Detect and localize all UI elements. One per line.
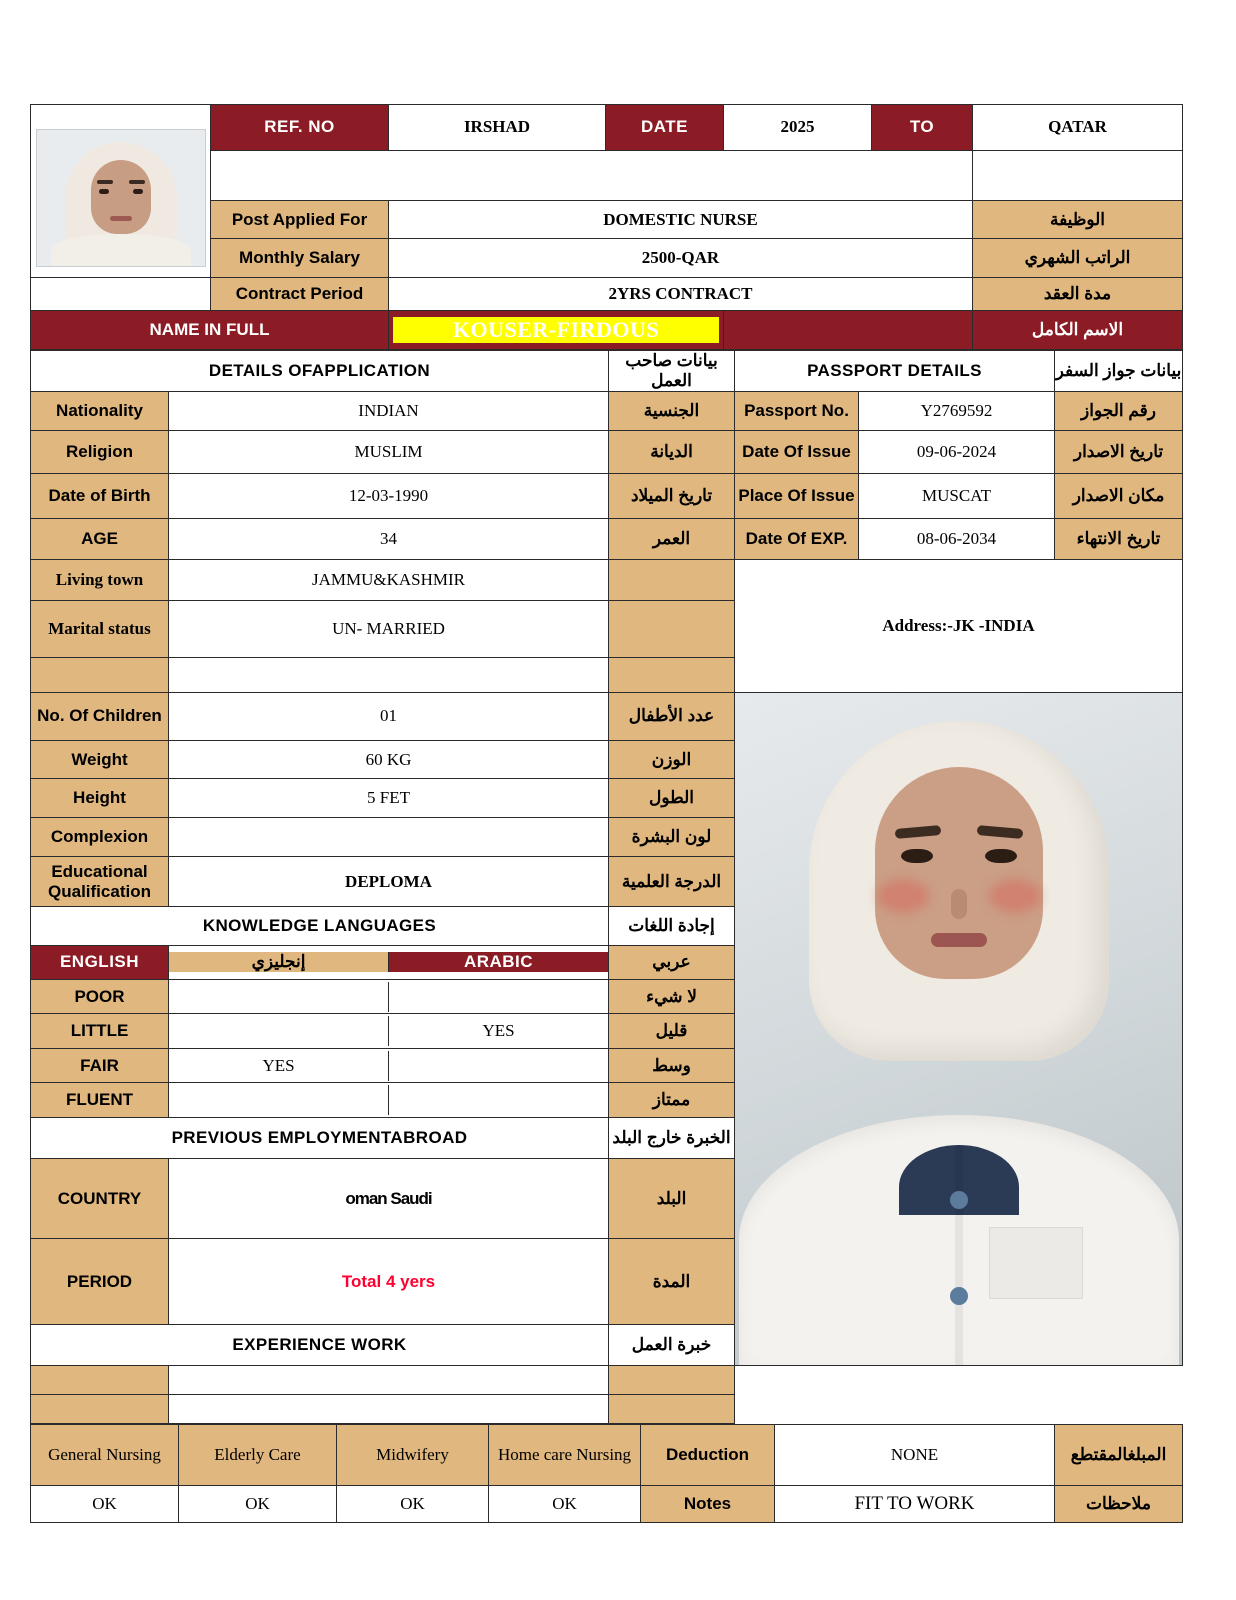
language-level-fair-ar: وسط [609, 1048, 735, 1082]
language-arabic-label: ARABIC [389, 952, 609, 972]
language-level-poor-ar: لا شيء [609, 980, 735, 1014]
marital-status-label: Marital status [31, 601, 169, 658]
place-of-issue-label: Place Of Issue [735, 474, 859, 519]
date-of-issue-label-ar: تاريخ الاصدار [1055, 431, 1183, 474]
date-of-exp-label: Date Of EXP. [735, 519, 859, 560]
religion-label-ar: الديانة [609, 431, 735, 474]
header-spacer [211, 150, 973, 200]
header-spacer-right [973, 150, 1183, 200]
empty-label [31, 658, 169, 693]
fluent-arabic-value [389, 1085, 609, 1115]
height-label: Height [31, 779, 169, 818]
education-label-ar: الدرجة العلمية [609, 857, 735, 907]
period-label: PERIOD [31, 1239, 169, 1324]
marital-status-label-ar [609, 601, 735, 658]
to-label: TO [872, 105, 973, 151]
place-of-issue-label-ar: مكان الاصدار [1055, 474, 1183, 519]
monthly-salary-label-ar: الراتب الشهري [973, 239, 1183, 278]
passport-no-label: Passport No. [735, 392, 859, 431]
experience-row-2-ar [609, 1395, 735, 1424]
name-in-full-value: KOUSER-FIRDOUS [393, 317, 719, 343]
experience-work-title-ar: خبرة العمل [609, 1324, 735, 1365]
monthly-salary-value: 2500-QAR [389, 239, 973, 278]
deduction-label: Deduction [641, 1425, 775, 1486]
date-of-birth-label-ar: تاريخ الميلاد [609, 474, 735, 519]
previous-employment-title: PREVIOUS EMPLOYMENTABROAD [31, 1117, 609, 1158]
height-value: 5 FET [169, 779, 609, 818]
nationality-label-ar: الجنسية [609, 392, 735, 431]
name-in-full-label-ar: الاسم الكامل [973, 311, 1183, 350]
date-label: DATE [606, 105, 724, 151]
little-arabic-value: YES [389, 1016, 609, 1046]
post-applied-label: Post Applied For [211, 200, 389, 239]
poor-english-value [169, 982, 389, 1012]
complexion-label: Complexion [31, 818, 169, 857]
living-town-label-ar [609, 560, 735, 601]
date-of-exp-label-ar: تاريخ الانتهاء [1055, 519, 1183, 560]
place-of-issue-value: MUSCAT [859, 474, 1055, 519]
skill-midwifery: Midwifery [337, 1425, 489, 1486]
children-value: 01 [169, 693, 609, 741]
language-level-fair: FAIR [31, 1048, 169, 1082]
details-section-title: DETAILS OFAPPLICATION [31, 351, 609, 392]
body-table [30, 350, 1183, 1424]
contract-period-label: Contract Period [211, 278, 389, 311]
empty-value [169, 658, 609, 693]
date-of-exp-value: 08-06-2034 [859, 519, 1055, 560]
poor-arabic-value [389, 982, 609, 1012]
passport-no-label-ar: رقم الجواز [1055, 392, 1183, 431]
languages-section-title-ar: إجادة اللغات [609, 906, 735, 945]
ref-no-label: REF. NO [211, 105, 389, 151]
name-in-full-label: NAME IN FULL [31, 311, 389, 350]
skill-status-midwifery: OK [337, 1486, 489, 1523]
language-level-fluent-ar: ممتاز [609, 1083, 735, 1117]
language-level-little-ar: قليل [609, 1014, 735, 1048]
passport-section-title-ar: بيانات جواز السفر [1055, 351, 1183, 392]
religion-value: MUSLIM [169, 431, 609, 474]
previous-employment-title-ar: الخبرة خارج البلد [609, 1117, 735, 1158]
date-of-issue-label: Date Of Issue [735, 431, 859, 474]
post-applied-value: DOMESTIC NURSE [389, 200, 973, 239]
language-arabic-label-ar: عربي [609, 945, 735, 979]
passport-section-title: PASSPORT DETAILS [735, 351, 1055, 392]
post-applied-label-ar: الوظيفة [973, 200, 1183, 239]
skill-status-elderly-care: OK [179, 1486, 337, 1523]
empty-label-ar [609, 658, 735, 693]
applicant-main-photo [735, 693, 1183, 1366]
details-section-title-ar: بيانات صاحب العمل [609, 351, 735, 392]
height-label-ar: الطول [609, 779, 735, 818]
fair-english-value: YES [169, 1051, 389, 1081]
footer-table [30, 1424, 1183, 1523]
country-label-ar: البلد [609, 1158, 735, 1239]
fluent-english-value [169, 1085, 389, 1115]
period-value: Total 4 yers [169, 1239, 609, 1324]
language-english-label-ar: إنجليزي [169, 952, 389, 972]
weight-label: Weight [31, 740, 169, 779]
to-value: QATAR [973, 105, 1183, 151]
experience-work-title: EXPERIENCE WORK [31, 1324, 609, 1365]
fair-arabic-value [389, 1051, 609, 1081]
nationality-label: Nationality [31, 392, 169, 431]
skill-home-care-nursing: Home care Nursing [489, 1425, 641, 1486]
language-level-poor: POOR [31, 980, 169, 1014]
children-label-ar: عدد الأطفال [609, 693, 735, 741]
age-value: 34 [169, 519, 609, 560]
ref-no-value: IRSHAD [389, 105, 606, 151]
skill-status-home-care-nursing: OK [489, 1486, 641, 1523]
living-town-label: Living town [31, 560, 169, 601]
language-level-little: LITTLE [31, 1014, 169, 1048]
complexion-value [169, 818, 609, 857]
contract-period-label-ar: مدة العقد [973, 278, 1183, 311]
passport-no-value: Y2769592 [859, 392, 1055, 431]
living-town-value: JAMMU&KASHMIR [169, 560, 609, 601]
notes-label-ar: ملاحظات [1055, 1486, 1183, 1523]
country-value: oman Saudi [169, 1158, 609, 1239]
weight-value: 60 KG [169, 740, 609, 779]
application-form [30, 104, 1182, 1523]
deduction-label-ar: المبلغالمقتطع [1055, 1425, 1183, 1486]
period-label-ar: المدة [609, 1239, 735, 1324]
experience-row-1-ar [609, 1366, 735, 1395]
address-value: Address:-JK -INDIA [735, 560, 1183, 693]
date-of-birth-value: 12-03-1990 [169, 474, 609, 519]
age-label: AGE [31, 519, 169, 560]
skill-general-nursing: General Nursing [31, 1425, 179, 1486]
marital-status-value: UN- MARRIED [169, 601, 609, 658]
notes-label: Notes [641, 1486, 775, 1523]
photo-cell-bottom [31, 278, 211, 311]
nationality-value: INDIAN [169, 392, 609, 431]
experience-row-2-label [31, 1395, 169, 1424]
languages-section-title: KNOWLEDGE LANGUAGES [31, 906, 609, 945]
skill-elderly-care: Elderly Care [179, 1425, 337, 1486]
experience-row-2-value [169, 1395, 609, 1424]
applicant-passport-photo [31, 105, 211, 278]
language-level-fluent: FLUENT [31, 1083, 169, 1117]
experience-row-1-value [169, 1366, 609, 1395]
date-of-issue-value: 09-06-2024 [859, 431, 1055, 474]
weight-label-ar: الوزن [609, 740, 735, 779]
age-label-ar: العمر [609, 519, 735, 560]
skill-status-general-nursing: OK [31, 1486, 179, 1523]
education-value: DEPLOMA [169, 857, 609, 907]
monthly-salary-label: Monthly Salary [211, 239, 389, 278]
contract-period-value: 2YRS CONTRACT [389, 278, 973, 311]
religion-label: Religion [31, 431, 169, 474]
country-label: COUNTRY [31, 1158, 169, 1239]
little-english-value [169, 1016, 389, 1046]
header-table [30, 104, 1183, 350]
deduction-value: NONE [775, 1425, 1055, 1486]
experience-row-1-label [31, 1366, 169, 1395]
date-value: 2025 [724, 105, 872, 151]
children-label: No. Of Children [31, 693, 169, 741]
language-english-label: ENGLISH [31, 945, 169, 979]
education-label: Educational Qualification [31, 857, 169, 907]
complexion-label-ar: لون البشرة [609, 818, 735, 857]
notes-value: FIT TO WORK [775, 1486, 1055, 1523]
date-of-birth-label: Date of Birth [31, 474, 169, 519]
